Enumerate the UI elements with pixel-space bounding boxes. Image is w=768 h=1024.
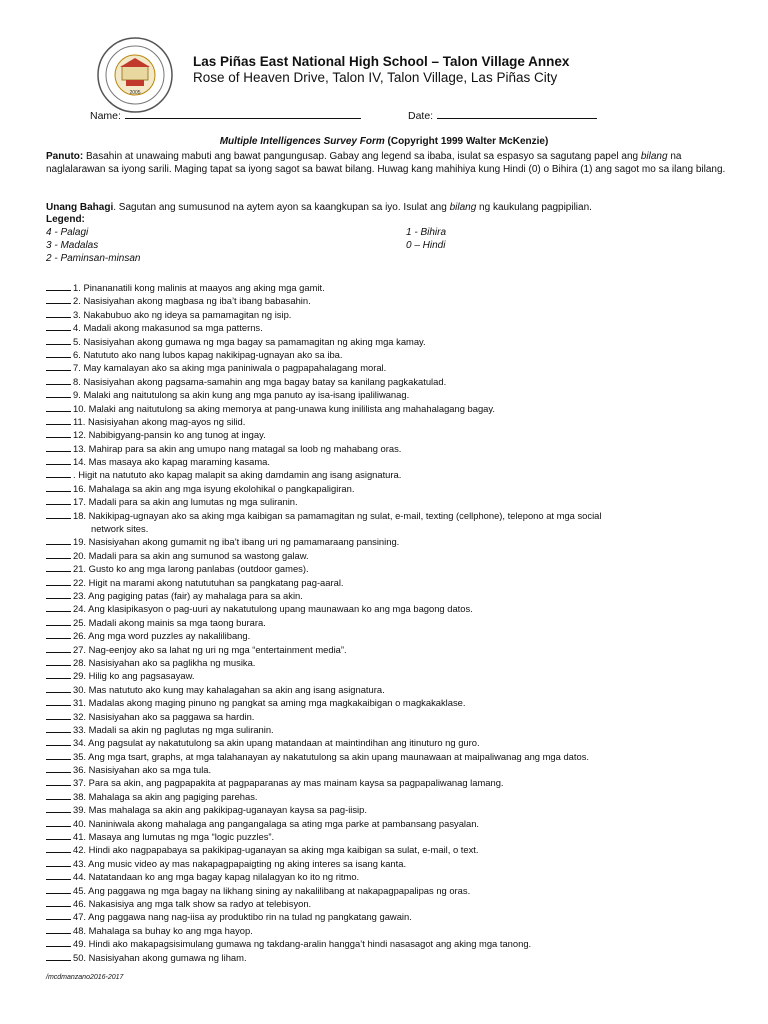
survey-item: [46, 281, 736, 294]
part-one-label: Unang Bahagi: [46, 202, 114, 213]
answer-blank[interactable]: [46, 843, 71, 853]
item-number: 14.: [73, 456, 87, 468]
instructions-text-b: bilang: [640, 151, 668, 162]
item-number: 19.: [73, 536, 87, 548]
item-text: Ang paggawa ng mga bagay na likhang sining ay nakalilibang at nakapagpapalipas ng oras.: [88, 884, 471, 896]
answer-blank[interactable]: [46, 495, 71, 505]
survey-item: [46, 388, 736, 401]
item-number: 24.: [73, 603, 87, 615]
item-number: 26.: [73, 630, 87, 642]
item-number: 39.: [73, 804, 87, 816]
item-text: Ang paggawa nang nag-iisa ay produktibo rin na tulad ng pangkatang gawain.: [88, 911, 412, 923]
answer-blank[interactable]: [46, 817, 71, 827]
answer-blank[interactable]: [46, 535, 71, 545]
answer-blank[interactable]: [46, 348, 71, 358]
survey-item: [46, 870, 736, 883]
answer-blank[interactable]: [46, 415, 71, 425]
answer-blank[interactable]: [46, 723, 71, 733]
answer-blank[interactable]: [46, 616, 71, 626]
survey-item: [46, 602, 736, 615]
survey-item: [46, 669, 736, 682]
item-text: Mahalaga sa akin ang pagiging parehas.: [88, 790, 258, 802]
item-text: Ang mga tsart, graphs, at mga talahanayan ay nakatutulong sa akin upang maunawaan at maipaliwanag ang mga datos.: [88, 750, 589, 762]
answer-blank[interactable]: [46, 402, 71, 412]
survey-item: [46, 643, 736, 656]
answer-blank[interactable]: [46, 335, 71, 345]
item-text: Higit na natututo ako kapag malapit sa aking damdamin ang isang asignatura.: [78, 469, 402, 481]
item-text: Pinananatili kong malinis at maayos ang aking mga gamit.: [83, 282, 325, 293]
item-number: .: [73, 469, 76, 481]
item-number: 47.: [73, 911, 87, 923]
item-number: 29.: [73, 670, 87, 682]
item-text: Nasisiyahan akong pagsama-samahin ang mga bagay batay sa kanilang pagkakatulad.: [83, 375, 447, 387]
item-number: 36.: [73, 764, 87, 776]
answer-blank[interactable]: [46, 428, 71, 438]
item-number: 33.: [73, 723, 87, 735]
survey-item: [46, 321, 736, 334]
instructions: [46, 150, 726, 177]
answer-blank[interactable]: [46, 321, 71, 331]
item-text: Gusto ko ang mga larong panlabas (outdoor games).: [88, 563, 309, 575]
answer-blank[interactable]: [46, 602, 71, 612]
answer-blank[interactable]: [46, 763, 71, 773]
item-number: 4.: [73, 322, 81, 334]
legend-entry: 1 - Bihira: [406, 227, 447, 238]
survey-item: [46, 696, 736, 709]
answer-blank[interactable]: [46, 442, 71, 452]
item-number: 41.: [73, 831, 87, 843]
item-number: 42.: [73, 844, 87, 856]
survey-item: [46, 402, 736, 415]
svg-text:2005: 2005: [129, 90, 141, 96]
item-text: Mahalaga sa akin ang mga isyung ekolohikal o pangkapaligiran.: [88, 482, 355, 494]
date-line[interactable]: [437, 108, 597, 119]
item-number: 50.: [73, 951, 87, 963]
school-address: Rose of Heaven Drive, Talon IV, Talon Village, Las Piñas City: [193, 70, 558, 85]
answer-blank[interactable]: [46, 710, 71, 720]
footer-credit: /mcdmanzano2016-2017: [46, 974, 124, 981]
part-one-instructions: [46, 201, 726, 214]
item-text: Nasisiyahan ako sa mga tula.: [88, 764, 212, 776]
item-number: 10.: [73, 402, 87, 414]
answer-blank[interactable]: [46, 790, 71, 800]
item-number: 46.: [73, 897, 87, 909]
survey-copyright: (Copyright 1999 Walter McKenzie): [387, 136, 549, 147]
item-text: Natatandaan ko ang mga bagay kapag nilalagyan ko ito ng ritmo.: [88, 871, 360, 883]
item-number: 37.: [73, 777, 87, 789]
answer-blank[interactable]: [46, 656, 71, 666]
item-number: 18.: [73, 509, 87, 521]
instructions-text-a: Basahin at unawaing mabuti ang bawat pangungusap. Gabay ang legend sa ibaba, isulat sa espasyo sa sagutang papel ang: [83, 151, 641, 162]
answer-blank[interactable]: [46, 629, 71, 639]
survey-item: [46, 830, 736, 843]
survey-item: [46, 348, 736, 361]
item-number: 3.: [73, 308, 81, 320]
part-one-text-a: . Sagutan ang sumusunod na aytem ayon sa kaangkupan sa iyo. Isulat ang: [113, 202, 450, 213]
survey-item: [46, 495, 736, 508]
answer-blank[interactable]: [46, 388, 71, 398]
answer-blank[interactable]: [46, 562, 71, 572]
answer-blank[interactable]: [46, 589, 71, 599]
survey-item: [46, 482, 736, 495]
name-label: Name:: [90, 110, 121, 122]
item-text: Madali para sa akin ang lumutas ng mga suliranin.: [88, 496, 298, 508]
survey-item: [46, 763, 736, 776]
item-text: Ang music video ay mas nakapagpapaigting ng aking interes sa isang kanta.: [88, 857, 407, 869]
item-text: Mahalaga sa buhay ko ang mga hayop.: [88, 924, 253, 936]
item-text: Hindi ako makapagsisimulang gumawa ng takdang-aralin hangga’t hindi nasasagot ang aking mga tanong.: [88, 938, 532, 950]
item-text: Nasisiyahan ako sa paggawa sa hardin.: [88, 710, 255, 722]
item-number: 25.: [73, 616, 87, 628]
item-text: Hindi ako nagpapabaya sa pakikipag-uganayan sa aking mga kaibigan sa sulat, e-mail, o text.: [88, 844, 479, 856]
item-text: Madali akong makasunod sa mga patterns.: [83, 322, 263, 334]
item-number: 34.: [73, 737, 87, 749]
item-number: 1.: [73, 282, 81, 293]
item-text: Madali sa akin ng paglutas ng mga suliranin.: [88, 723, 274, 735]
school-name: Las Piñas East National High School – Talon Village Annex: [193, 54, 570, 69]
item-number: 35.: [73, 750, 87, 762]
instructions-label: Panuto:: [46, 151, 84, 162]
survey-title-row: [0, 136, 768, 147]
answer-blank[interactable]: [46, 375, 71, 385]
item-number: 40.: [73, 817, 87, 829]
item-text: Madali akong mainis sa mga taong burara.: [88, 616, 266, 628]
answer-blank[interactable]: [46, 482, 71, 492]
survey-item: [46, 308, 736, 321]
answer-blank[interactable]: [46, 294, 71, 304]
item-text: Ang pagsulat ay nakatutulong sa akin upang matandaan at maintindihan ang itinuturo ng guro.: [88, 737, 480, 749]
answer-blank[interactable]: [46, 857, 71, 867]
item-text: Hilig ko ang pagsasayaw.: [88, 670, 195, 682]
answer-blank[interactable]: [46, 455, 71, 465]
answer-blank[interactable]: [46, 937, 71, 947]
survey-title: Multiple Intelligences Survey Form: [219, 136, 385, 147]
item-number: 8.: [73, 375, 81, 387]
item-number: 44.: [73, 871, 87, 883]
item-text: Mas natututo ako kung may kahalagahan sa akin ang isang asignatura.: [88, 683, 385, 695]
item-text: Mahirap para sa akin ang umupo nang matagal sa loob ng mahabang oras.: [88, 442, 402, 454]
survey-item: [46, 576, 736, 589]
legend-title: Legend:: [46, 214, 85, 225]
survey-item: [46, 776, 736, 789]
answer-blank[interactable]: [46, 803, 71, 813]
item-text: Nag-eenjoy ako sa lahat ng uri ng mga “entertainment media”.: [88, 643, 347, 655]
item-text: Nasisiyahan ako sa paglikha ng musika.: [88, 656, 256, 668]
answer-blank[interactable]: [46, 951, 71, 961]
date-field-row: [408, 108, 597, 122]
survey-item: [46, 562, 736, 575]
item-text: Ang klasipikasyon o pag-uuri ay nakatutulong upang maunawaan ko ang mga bagong datos.: [88, 603, 473, 615]
item-number: 9.: [73, 389, 81, 401]
survey-item: [46, 924, 736, 937]
item-number: 43.: [73, 857, 87, 869]
survey-item: [46, 616, 736, 629]
answer-blank[interactable]: [46, 468, 71, 478]
answer-blank[interactable]: [46, 308, 71, 318]
item-number: 32.: [73, 710, 87, 722]
instructions-text-c: na naglalarawan sa iyong sarili. Maging tapat sa iyong sagot sa bawat bilang. Huwag kang mahihiya kung Hindi (0) o Bihira (1) ang sagot mo sa ilang bilang.: [46, 151, 726, 176]
survey-item: [46, 897, 736, 910]
answer-blank[interactable]: [46, 830, 71, 840]
survey-item: [46, 589, 736, 602]
item-number: 27.: [73, 643, 87, 655]
survey-item: [46, 656, 736, 669]
item-number: 13.: [73, 442, 87, 454]
item-number: 31.: [73, 697, 87, 709]
survey-item: [46, 803, 736, 816]
survey-item: [46, 736, 736, 749]
item-number: 48.: [73, 924, 87, 936]
survey-item: [46, 710, 736, 723]
survey-items-list: [46, 281, 736, 964]
survey-item: [46, 361, 736, 374]
answer-blank[interactable]: [46, 683, 71, 693]
item-number: 22.: [73, 576, 87, 588]
legend-entry: 2 - Paminsan-minsan: [46, 253, 141, 264]
answer-blank[interactable]: [46, 669, 71, 679]
survey-item: [46, 335, 736, 348]
survey-item: [46, 549, 736, 562]
item-text: Para sa akin, ang pagpapakita at pagpaparanas ay mas mainam kaysa sa pagpapaliwanag lamang.: [88, 777, 504, 789]
item-text: Natututo ako nang lubos kapag nakikipag-ugnayan ako sa iba.: [83, 348, 343, 360]
survey-item: [46, 750, 736, 763]
item-text: Mas masaya ako kapag maraming kasama.: [88, 456, 270, 468]
survey-item: [46, 375, 736, 388]
survey-item: [46, 951, 736, 964]
survey-item: [46, 428, 736, 441]
legend-entry: 0 – Hindi: [406, 240, 446, 251]
answer-blank[interactable]: [46, 897, 71, 907]
item-text: Naniniwala akong mahalaga ang pangangalaga sa ating mga parke at pambansang pasyalan.: [88, 817, 480, 829]
item-number: 7.: [73, 362, 81, 374]
answer-blank[interactable]: [46, 736, 71, 746]
item-text-continuation: network sites.: [91, 523, 149, 535]
item-text: Nakabubuo ako ng ideya sa pamamagitan ng isip.: [83, 308, 292, 320]
answer-blank[interactable]: [46, 361, 71, 371]
answer-blank[interactable]: [46, 549, 71, 559]
survey-item: [46, 937, 736, 950]
answer-blank[interactable]: [46, 910, 71, 920]
item-text: May kamalayan ako sa aking mga paniniwala o pagpapahalagang moral.: [83, 362, 387, 374]
survey-item: [46, 723, 736, 736]
item-text: Nasisiyahan akong gumawa ng liham.: [88, 951, 247, 963]
item-text: Mas mahalaga sa akin ang pakikipag-uganayan kaysa sa pag-iisip.: [88, 804, 367, 816]
item-text: Higit na marami akong natututuhan sa pangkatang pag-aaral.: [88, 576, 344, 588]
name-line[interactable]: [125, 108, 361, 119]
survey-item: [46, 629, 736, 642]
item-text: Nakikipag-ugnayan ako sa aking mga kaibigan sa pamamagitan ng sulat, e-mail, texting (cellphone), telepono at mga social: [88, 509, 602, 521]
survey-item: [46, 843, 736, 856]
item-text: Nabibigyang-pansin ko ang tunog at ingay.: [88, 429, 266, 441]
survey-item: [46, 509, 736, 536]
item-text: Madali para sa akin ang sumunod sa wastong galaw.: [88, 549, 309, 561]
survey-item: [46, 442, 736, 455]
survey-item: [46, 857, 736, 870]
answer-blank[interactable]: [46, 870, 71, 880]
survey-item: [46, 817, 736, 830]
survey-item: [46, 294, 736, 307]
item-text: Nakasisiya ang mga talk show sa radyo at telebisyon.: [88, 897, 312, 909]
item-text: Madalas akong maging pinuno ng pangkat sa aming mga magkakaibigan o magkakaklase.: [88, 697, 466, 709]
answer-blank[interactable]: [46, 281, 71, 291]
part-one-text-c: ng kaukulang pagpipilian.: [476, 202, 592, 213]
answer-blank[interactable]: [46, 884, 71, 894]
item-number: 11.: [73, 415, 86, 427]
item-number: 45.: [73, 884, 87, 896]
legend-entry: 3 - Madalas: [46, 240, 99, 251]
item-text: Masaya ang lumutas ng mga “logic puzzles”.: [88, 831, 275, 843]
item-text: Nasisiyahan akong mag-ayos ng silid.: [87, 415, 246, 427]
survey-item: [46, 910, 736, 923]
item-number: 12.: [73, 429, 87, 441]
item-text: Nasisiyahan akong magbasa ng iba’t ibang babasahin.: [83, 295, 311, 307]
answer-blank[interactable]: [46, 643, 71, 653]
item-number: 28.: [73, 656, 87, 668]
item-text: Malaki ang naitutulong sa aking memorya at pang-unawa kung inililista ang mahahalagang bagay.: [88, 402, 495, 414]
school-seal-logo: [96, 36, 174, 114]
item-number: 6.: [73, 348, 81, 360]
date-label: Date:: [408, 110, 434, 122]
item-number: 5.: [73, 335, 81, 347]
answer-blank[interactable]: [46, 576, 71, 586]
answer-blank[interactable]: [46, 750, 71, 760]
item-text: Nasisiyahan akong gumawa ng mga bagay sa pamamagitan ng aking mga kamay.: [83, 335, 426, 347]
survey-item: [46, 468, 736, 481]
item-text: Malaki ang naitutulong sa akin kung ang mga panuto ay isa-isang ipaliliwanag.: [83, 389, 410, 401]
survey-item: [46, 415, 736, 428]
item-number: 38.: [73, 790, 87, 802]
item-number: 16.: [73, 482, 87, 494]
answer-blank[interactable]: [46, 924, 71, 934]
answer-blank[interactable]: [46, 696, 71, 706]
item-number: 23.: [73, 590, 87, 601]
survey-item: [46, 790, 736, 803]
survey-item: [46, 683, 736, 696]
name-field-row: [90, 108, 361, 122]
item-number: 20.: [73, 549, 87, 561]
survey-item: [46, 535, 736, 548]
item-text: Nasisiyahan akong gumamit ng iba’t ibang uri ng pamamaraang pansining.: [88, 536, 400, 548]
item-number: 49.: [73, 938, 87, 950]
item-number: 21.: [73, 563, 87, 575]
item-number: 2.: [73, 295, 81, 307]
part-one-text-b: bilang: [449, 202, 477, 213]
legend-entry: 4 - Palagi: [46, 227, 89, 238]
survey-item: [46, 455, 736, 468]
answer-blank[interactable]: [46, 509, 71, 519]
answer-blank[interactable]: [46, 776, 71, 786]
item-number: 30.: [73, 683, 87, 695]
item-number: 17.: [73, 496, 87, 508]
item-text: Ang pagiging patas (fair) ay mahalaga para sa akin.: [88, 590, 303, 601]
survey-item: [46, 884, 736, 897]
item-text: Ang mga word puzzles ay nakalilibang.: [88, 630, 251, 642]
